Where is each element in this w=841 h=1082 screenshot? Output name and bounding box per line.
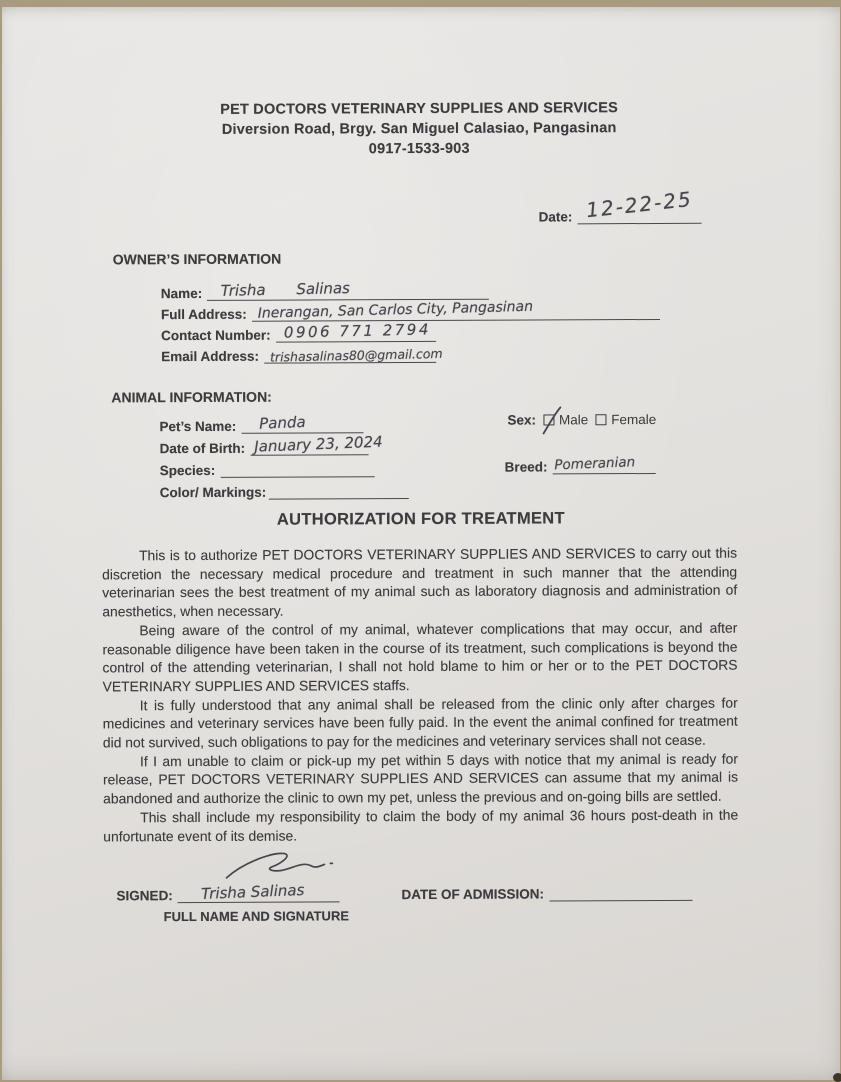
owner-email-label: Email Address: — [161, 348, 260, 365]
owner-section-heading: OWNER’S INFORMATION — [112, 250, 282, 268]
pet-name-field — [159, 412, 363, 435]
dob-line — [250, 432, 383, 456]
breed-value: Pomeranian — [553, 454, 636, 474]
sex-label: Sex: — [507, 412, 537, 428]
female-option-label: Female — [611, 411, 657, 428]
date-label: Date: — [538, 209, 573, 225]
color-markings-label: Color/ Markings: — [159, 484, 267, 501]
owner-name-line — [207, 279, 489, 301]
signed-field — [116, 880, 339, 904]
document-page — [2, 7, 840, 1080]
date-field — [538, 186, 702, 225]
owner-name-value: Trisha Salinas — [220, 279, 351, 300]
authorization-paragraphs — [102, 544, 738, 846]
authorization-paragraph: Being aware of the control of my animal, whatever complications that may occur, and after reasonable diligence have been taken in the course of its treatment, such complications is beyond the control of the attending veterinarian, I shall not hold blame to him or her or to the PET DOCTORS VETERINARY SUPPLIES AND SERVICES staffs. — [102, 619, 738, 695]
authorization-paragraph: It is fully understood that any animal shall be released from the clinic only after charges for medicines and veterinary services have been fully paid. In the event the animal confined for treatment did not survived, such obligations to pay for the medicines and veterinary services shall not cease. — [102, 694, 738, 751]
color-markings-line — [268, 482, 408, 500]
authorization-heading: AUTHORIZATION FOR TREATMENT — [276, 509, 565, 529]
owner-email-field — [161, 345, 443, 365]
pet-name-label: Pet’s Name: — [159, 418, 237, 435]
breed-label: Breed: — [504, 459, 548, 475]
breed-field — [504, 454, 656, 475]
owner-address-field — [160, 298, 660, 323]
species-field — [160, 460, 375, 478]
breed-line — [552, 454, 655, 474]
species-line — [220, 460, 374, 478]
admission-date-label: DATE OF ADMISSION: — [401, 886, 545, 903]
signature-caption: FULL NAME AND SIGNATURE — [163, 908, 350, 925]
date-handwritten-value: 12-22-25 — [584, 186, 694, 223]
date-line — [577, 186, 701, 225]
owner-contact-label: Contact Number: — [161, 327, 271, 344]
dob-label: Date of Birth: — [159, 440, 246, 457]
signature-name-value: Trisha Salinas — [201, 880, 305, 903]
animal-section-heading: ANIMAL INFORMATION: — [111, 388, 272, 406]
admission-date-line — [549, 884, 692, 902]
owner-email-line — [264, 345, 443, 365]
document-header — [0, 97, 838, 161]
owner-name-field — [160, 279, 489, 302]
owner-address-label: Full Address: — [160, 306, 247, 323]
dob-value: January 23, 2024 — [253, 432, 383, 456]
dob-field — [159, 432, 383, 457]
color-markings-field — [160, 482, 409, 500]
owner-contact-line — [276, 320, 436, 343]
owner-address-line — [252, 298, 660, 322]
male-checkbox — [543, 414, 554, 425]
female-checkbox — [595, 414, 606, 425]
pet-name-value: Panda — [258, 412, 306, 433]
species-label: Species: — [159, 462, 216, 479]
pet-name-line — [241, 412, 363, 434]
sex-field — [507, 412, 656, 428]
authorization-paragraph: This shall include my responsibility to claim the body of my animal 36 hours post-death in the unfortunate event of its demise. — [103, 806, 739, 844]
owner-contact-field — [161, 320, 436, 344]
clinic-name: PET DOCTORS VETERINARY SUPPLIES AND SERVICES — [220, 100, 618, 118]
authorization-paragraph: This is to authorize PET DOCTORS VETERINARY SUPPLIES AND SERVICES to carry out this discretion the necessary medical procedure and treatment in such manner that the attending veterinarian sees the best treatment of my animal such as laboratory diagnosis and administration of anesthetics, when necessary. — [102, 544, 738, 620]
authorization-paragraph: If I am unable to claim or pick-up my pet within 5 days with notice that my animal is ready for release, PET DOCTORS VETERINARY SUPPLIES AND SERVICES can assume that my animal is abandoned and authorize the clinic to own my pet, unless the previous and on-going bills are settled. — [102, 750, 739, 807]
owner-address-value: Inerangan, San Carlos City, Pangasinan — [257, 298, 534, 322]
male-option-label: Male — [558, 412, 589, 428]
signed-line — [178, 880, 340, 903]
admission-date-field — [401, 884, 692, 902]
owner-name-label: Name: — [160, 285, 203, 302]
clinic-address: Diversion Road, Brgy. San Miguel Calasiao, Pangasinan — [221, 120, 617, 138]
clinic-phone: 0917-1533-903 — [368, 140, 470, 158]
owner-contact-value: 0906 771 2794 — [283, 320, 431, 342]
signed-label: SIGNED: — [116, 888, 173, 904]
table-speck — [833, 1073, 841, 1082]
male-checkmark — [540, 406, 564, 436]
owner-email-value: trishasalinas80@gmail.com — [269, 345, 443, 365]
